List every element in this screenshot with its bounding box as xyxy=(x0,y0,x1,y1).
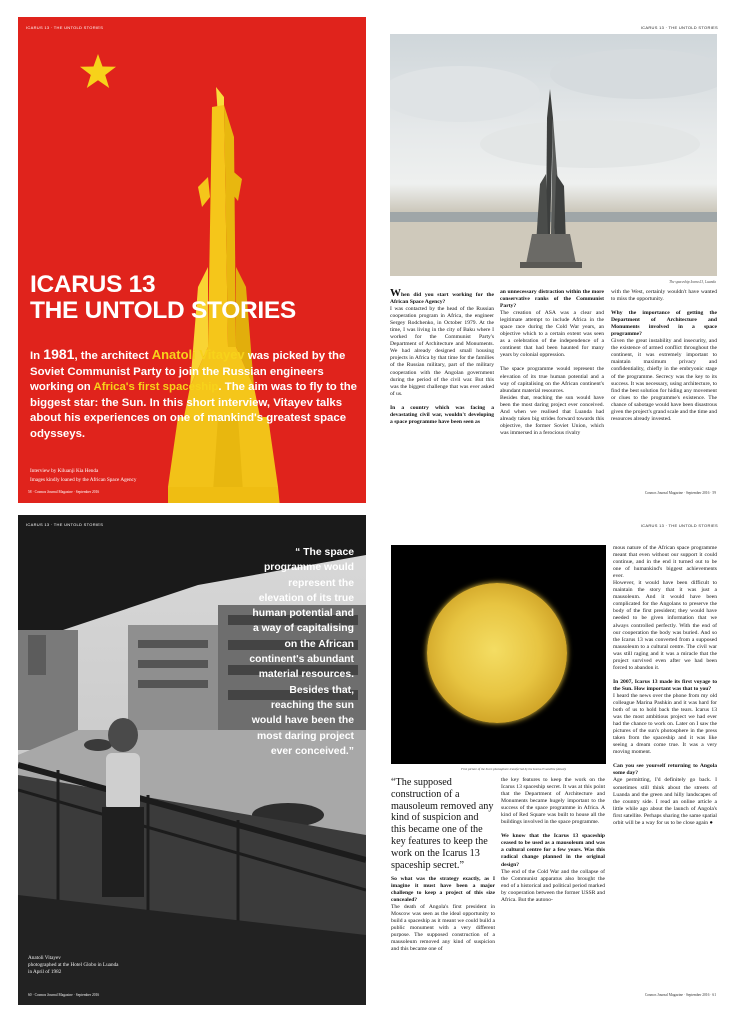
pull-quote: “The supposed construction of a mausoleum removed any kind of suspicion and this became one of the key features to keep the work on the Icarus 13 spaceship secret.” xyxy=(391,777,494,871)
sun-caption: First picture of the Sun's photosphere transferred by the Icarus13 satellite (detail). xyxy=(461,767,567,771)
credit-images: Images kindly loaned by the African Space Agency xyxy=(30,477,137,483)
page-footer: 58 · Cosmos Journal Magazine · September 2016 xyxy=(28,490,100,494)
page-title: ICARUS 13 THE UNTOLD STORIES xyxy=(30,271,296,324)
text-column-1 xyxy=(390,289,494,433)
qa-block: Besides that, reaching the sun would have been the most daring project ever conceived. And when we realised that Luanda had already taken big strides forward towards this objective, the former Soviet Union, which was immersed in a ferocious rivalry xyxy=(500,394,604,436)
qa-block: However, it would have been difficult to maintain the story that it was just a mausoleum. And it would have been complicated for the Angolans to preserve the body of the first president; they would have needed to be given information that we always controlled perfectly. With the end of our cooperation the body was buried. And so the Icarus 13 was converted from a supposed mausoleum to a cultural centre. The civil war was still raging and it was a miracle that the project survived even after we had been forced to abandon it. xyxy=(613,580,717,671)
monument-photo xyxy=(390,34,717,276)
sun-disc xyxy=(427,583,567,723)
page-cover xyxy=(18,17,366,503)
text-column-c xyxy=(613,545,717,834)
running-header: ICARUS 13 · THE UNTOLD STORIES xyxy=(640,523,718,528)
qa-block: In 2007, Icarus 13 made its first voyage to the Sun. How important was that to you? I heard the news over the phone from my old colleague Marina Pashkin and it was hard for both of us to hold back the tears. Icarus 13 was the most ambitious project we had ever had the chance to work on. Later on I saw the pictures of the sun's photosphere in the press taken from the spaceship and it was like seeing a dream come true. It was a very moving moment. xyxy=(613,678,717,756)
qa-block: When did you start working for the African Space Agency? I was contacted by the head of the Russian cooperation program in Africa, the engineer Sergey Rodchenko, in October 1979. At the time, I was living in the city of Baku where I worked for the Communist Party's Department of Architecture and Monuments. We had already designed small housing projects in Africa by that time for the families of the Russian military, part of the military cooperation with the Angolan government during the period of the civil war. But this was the biggest challenge that was ever asked of us. xyxy=(390,287,494,397)
text-column-3 xyxy=(611,289,717,430)
intro-paragraph: In 1981, the architect Anatoli Vitayev was picked by the Soviet Communist Party to join the Russian engineers working on Africa's first spaceship. The aim was to fly to the biggest star: the Sun. In this short interview, Vitayev talks about his experiences on one of mankind's greatest space odysseys. xyxy=(30,346,358,440)
qa-block: mous nature of the African space programme meant that even without our support it could continue, and in the end it turned out to be one of humankind's biggest achievements ever. xyxy=(613,545,717,580)
qa-block: In a country which was facing a devastating civil war, wouldn't developing a space programme have been seen as xyxy=(390,404,494,425)
qa-block: We know that the Icarus 13 spaceship ceased to be used as a mausoleum and was a cultural centre for a few years. Was this radical change planned in the original design? The end of the Cold War and the collapse of the Communist apparatus also brought the end of a historical and political period marked by cooperation between the former USSR and Africa. But the autono- xyxy=(501,833,605,903)
page-interview-1 xyxy=(381,17,726,503)
text-column-b xyxy=(501,777,605,911)
qa-block: Can you see yourself returning to Angola some day? Age permitting, I'd definitely go back. I sometimes still think about the streets of Luanda and the green and hilly landscapes of the country side. I read an online article a little while ago about the launch of Angola's first satellite. Perhaps sharing the same spatial orbit will be a way for us to be close again ● xyxy=(613,763,717,826)
qa-block: an unnecessary distraction within the more conservative ranks of the Communist Party? The creation of ASA was a clear and legitimate attempt to include Africa in the space race during the Cold War years, an objective which to a certain extent was seen as a celebration of the independence of a continent that had been haunted for many years by colonial oppression. xyxy=(500,289,604,359)
page-photo xyxy=(18,515,366,1005)
running-header: ICARUS 13 · THE UNTOLD STORIES xyxy=(640,25,718,30)
page-footer: Cosmos Journal Magazine · September 2016 · 61 xyxy=(644,993,716,997)
monument-photo-drawing xyxy=(390,34,717,276)
qa-block: The space programme would represent the elevation of its true human potential and a way of capitalising on the African continent's abundant material resources. xyxy=(500,366,604,394)
text-column-a xyxy=(391,876,495,961)
page-footer: 60 · Cosmos Journal Magazine · September 2016 xyxy=(28,993,100,997)
page-footer: Cosmos Journal Magazine · September 2016 · 59 xyxy=(644,491,716,495)
pull-quote: “ The space programme would represent the elevation of its true human potential and a way of capitalising on the African continent's abundant material resources. Besides that, reaching the sun would have been the most daring project ever conceived.” xyxy=(249,547,354,757)
photo-caption: The spaceship Icarus13, Luanda xyxy=(669,280,716,284)
qa-block: So what was the strategy exactly, as I imagine it must have been a major challenge to keep a project of this size concealed? The death of Angola's first president in Moscow was seen as the ideal opportunity to build a spaceship as it meant we could build a public monument with a very different purpose. The supposed construction of a mausoleum removed any kind of suspicion and this became one of xyxy=(391,876,495,953)
qa-block: with the West, certainly wouldn't have wanted to miss the opportunity. xyxy=(611,289,717,303)
qa-block: Why the importance of getting the Department of Architecture and Monuments involved in a space programme? Given the great instability and insecurity, and the existence of armed conflict throughout the continent, it was extremely important to maintain maximum privacy and confidentiality, chiefly in the embryonic stage of the programme. Secrecy was the key to its success. It was necessary, using architecture, to find the best solution for hiding any movement or clues to the programme's existence. The chance of sabotage would have been disastrous given the project's grand scale and the time and resources already invested. xyxy=(611,310,718,422)
star-icon xyxy=(79,53,117,91)
sun-photo xyxy=(391,545,606,764)
text-column-2 xyxy=(500,289,604,444)
running-header: ICARUS 13 · THE UNTOLD STORIES xyxy=(26,522,104,527)
page-interview-2 xyxy=(381,515,726,1005)
photo-caption: Anatoli Vitayev photographed at the Hotel Globo in Luanda in April of 1982 xyxy=(28,955,119,975)
running-header: ICARUS 13 · THE UNTOLD STORIES xyxy=(26,25,104,30)
credit-interview: Interview by Kiluanji Kia Henda xyxy=(30,468,99,474)
qa-block: the key features to keep the work on the Icarus 13 spaceship secret. It was at this point that the Department of Architecture and Monuments became hugely important to the success of the space programme in Africa. A kind of Red Square was built to house all the buildings involved in the space programme. xyxy=(501,777,605,826)
